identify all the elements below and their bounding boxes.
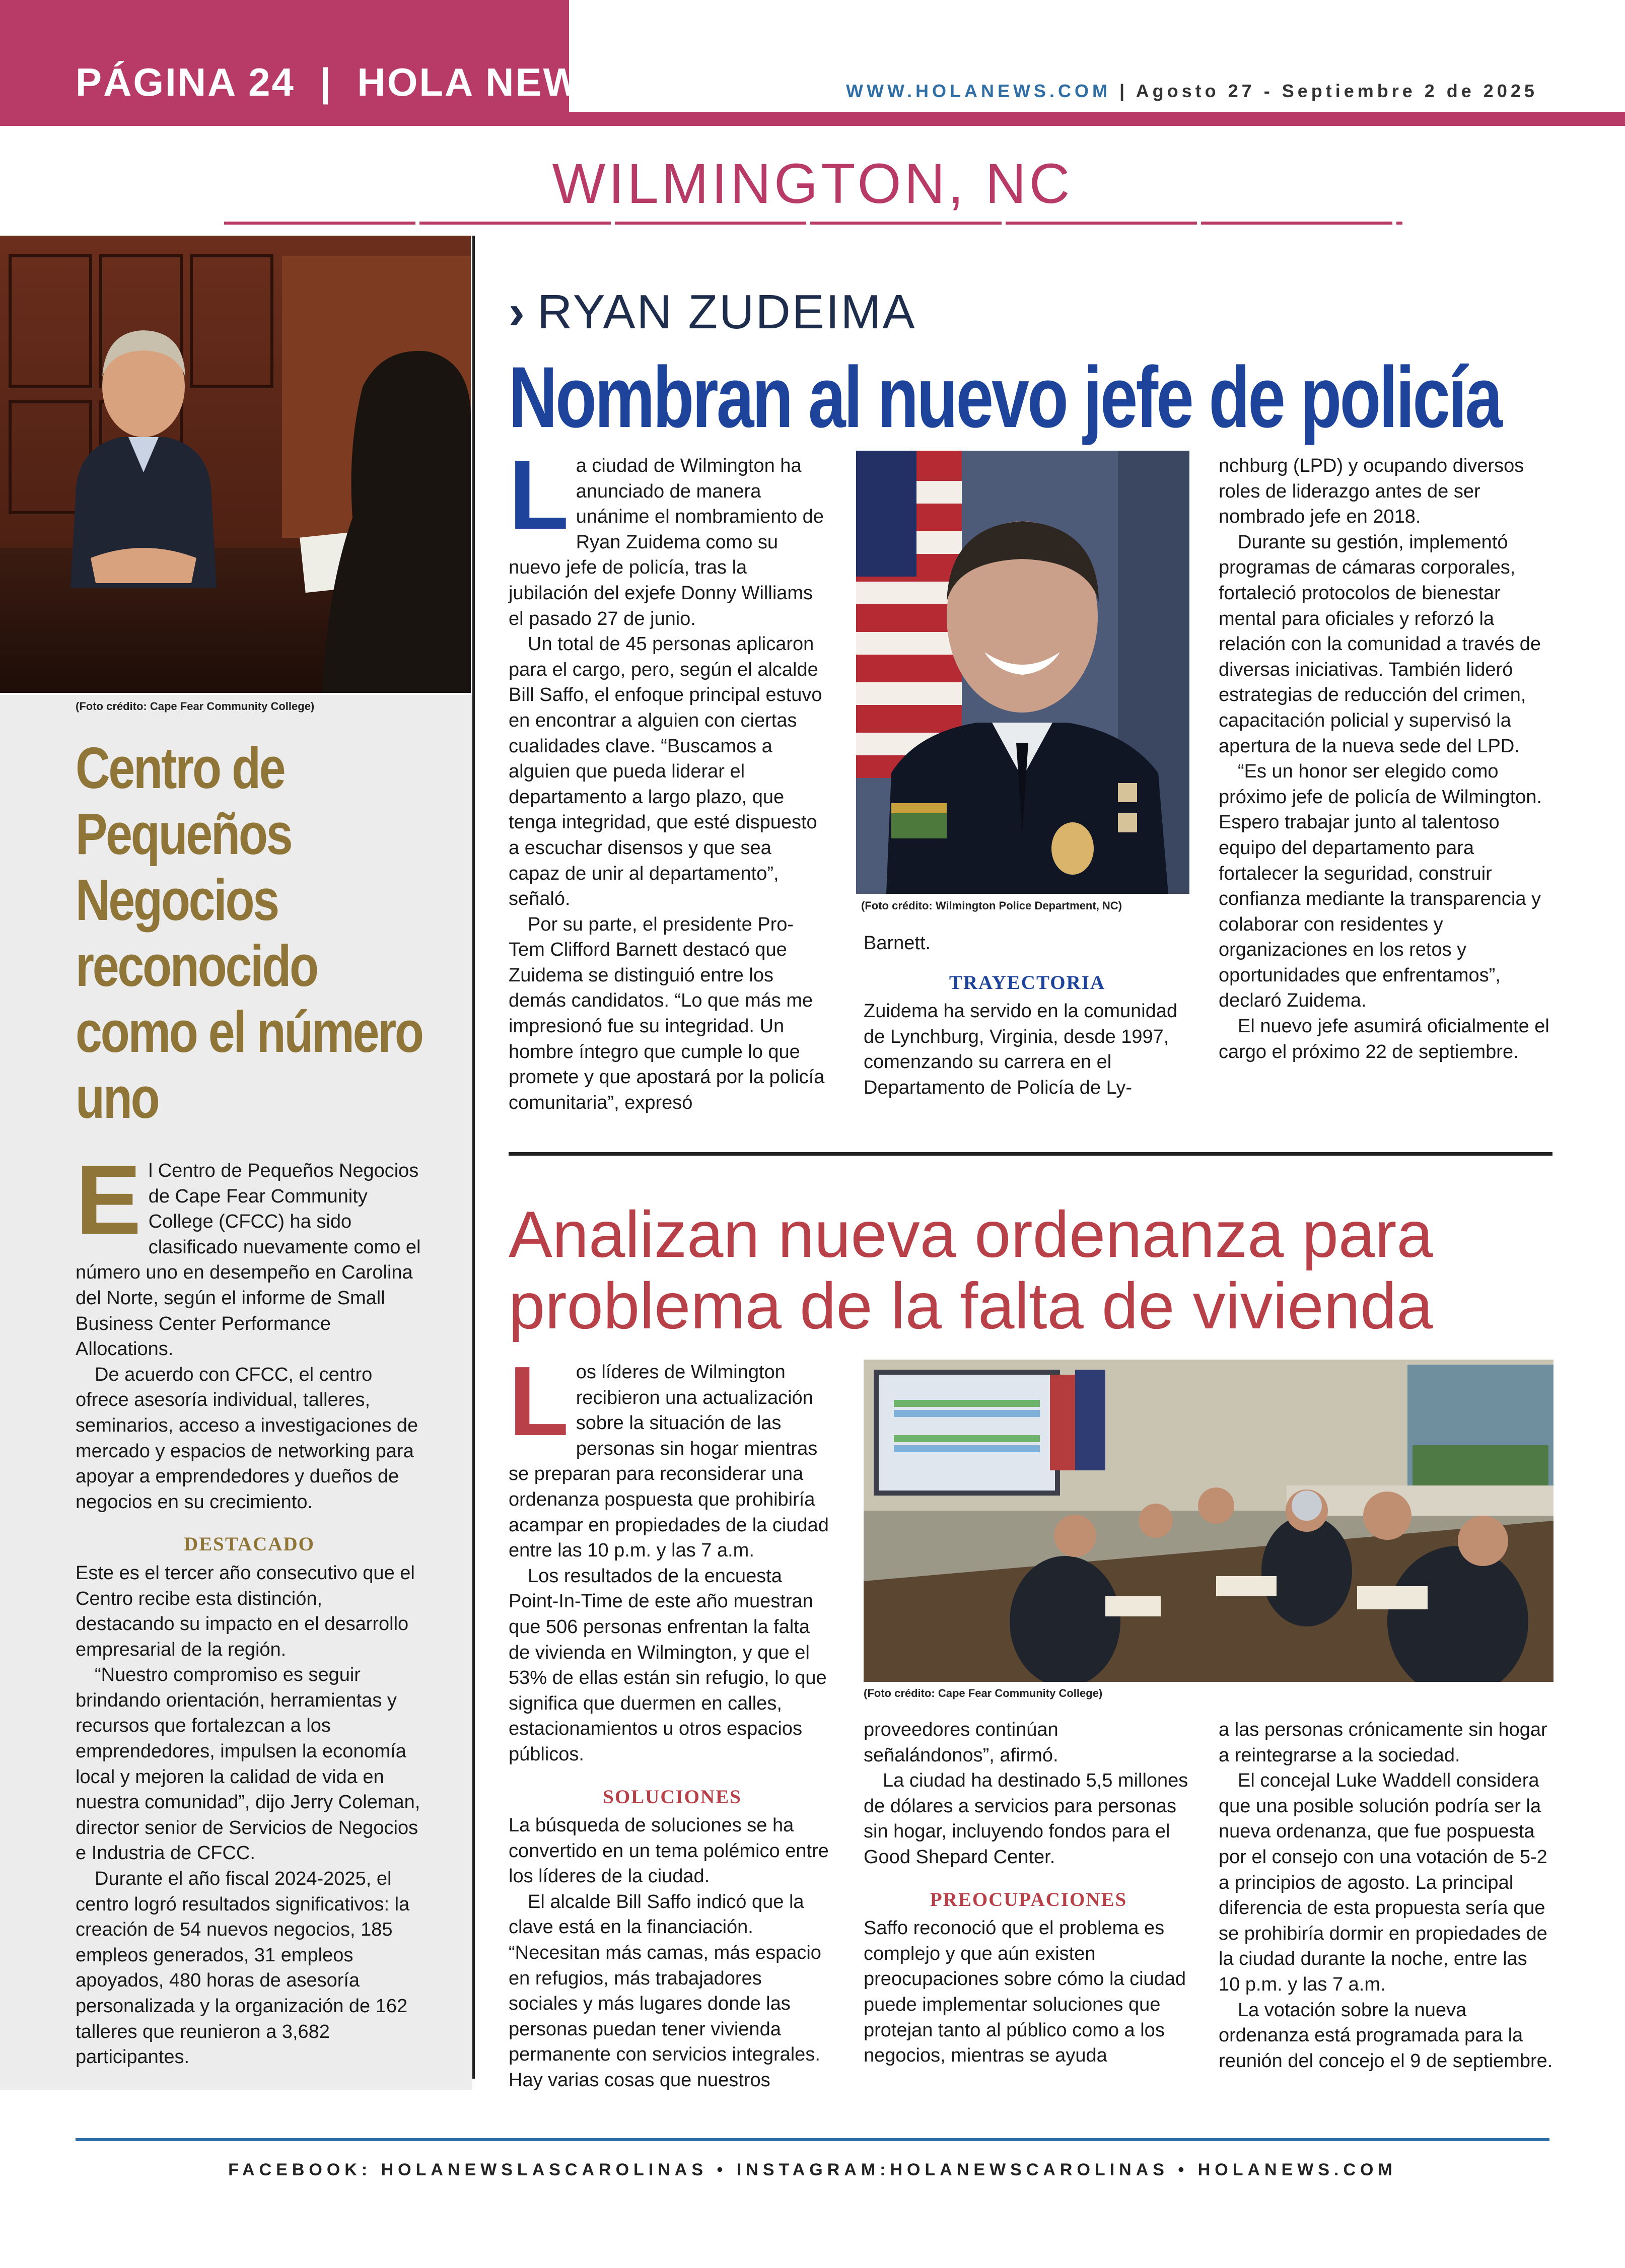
chevron-right-icon: › <box>509 285 526 339</box>
photo-caption: (Foto crédito: Cape Fear Community College) <box>76 700 315 713</box>
top-article-col1 <box>509 440 826 1115</box>
footer-rule <box>76 2138 1549 2141</box>
paragraph: Los resultados de la encuesta Point-In-Time de este año muestran que 506 personas enfrentan la falta de vivienda en Wilmington, y que el 53% de ellas están sin refugio, lo que significa que duermen en calles, estacionamientos u otros espacios públicos. <box>509 1565 827 1765</box>
paragraph: La votación sobre la nueva ordenanza está programada para la reunión del concejo el 9 de septiembre. <box>1219 1999 1553 2072</box>
bottom-article-headline: Analizan nueva ordenanza para problema de la falta de vivienda <box>509 1197 1433 1342</box>
top-article-headline: Nombran al nuevo jefe de policía <box>509 349 1501 446</box>
paragraph: El nuevo jefe asumirá oficialmente el cargo el próximo 22 de septiembre. <box>1219 1016 1549 1062</box>
paragraph: La búsqueda de soluciones se ha convertido en un tema polémico entre los líderes de la ciudad. <box>509 1815 829 1887</box>
paragraph: Saffo reconoció que el problema es complejo y que aún existen preocupaciones sobre cómo la ciudad puede implementar soluciones que protejan tanto al público como a los negocios, mientras se ayuda <box>864 1918 1186 2067</box>
council-meeting-photo <box>864 1360 1553 1682</box>
paragraph: os líderes de Wilmington recibieron una actualización sobre la situación de las personas sin hogar mientras se preparan para reconsiderar una ordenanza pospuesta que prohibiría acampar en propiedades de la ciudad entre las 10 p.m. y las 7 a.m. <box>509 1362 829 1562</box>
article-divider <box>509 1152 1552 1156</box>
paragraph: Barnett. <box>864 933 931 954</box>
police-chief-photo <box>856 451 1189 894</box>
header-rule <box>0 112 1625 126</box>
paragraph: l Centro de Pequeños Negocios de Cape Fear Community College (CFCC) ha sido clasificado nuevamente como el número uno en desempeño en Carolina del Norte, según el informe de Small Business Center Performance Allocations. <box>76 1160 421 1360</box>
paragraph: Este es el tercer año consecutivo que el Centro recibe esta distinción, destacando su impacto en el desarrollo empresarial de la región. <box>76 1562 415 1660</box>
bottom-article-col3 <box>1219 1717 1553 2074</box>
subhead: PREOCUPACIONES <box>930 1888 1127 1910</box>
photo-caption: (Foto crédito: Wilmington Police Department, NC) <box>861 899 1122 912</box>
left-article-body <box>76 1145 423 2070</box>
paragraph: proveedores continúan señalándonos”, afirmó. <box>864 1719 1058 1766</box>
paragraph: a las personas crónicamente sin hogar a reintegrarse a la sociedad. <box>1219 1719 1547 1766</box>
paragraph: El concejal Luke Waddell considera que una posible solución podría ser la nueva ordenanza, que fue pospuesta por el consejo con una votación de 5-2 a principios de agosto. La principal diferencia de esta propuesta sería que se prohibiría dormir en propiedades de la ciudad durante la noche, entre las 10 p.m. y las 7 a.m. <box>1219 1770 1547 1995</box>
subhead: DESTACADO <box>184 1533 315 1555</box>
paragraph: La ciudad ha destinado 5,5 millones de dólares a servicios para personas sin hogar, incluyendo fondos para el Good Shepard Center. <box>864 1770 1188 1868</box>
top-article-col2 <box>864 931 1191 1101</box>
paragraph: Durante su gestión, implementó programas de cámaras corporales, fortaleció protocolos de bienestar mental para oficiales y reforzó la relación con la comunidad a través de diversas iniciativas. También lideró estrategias de reducción del crimen, capacitación policial y supervisó la apertura de la nueva sede del LPD. <box>1219 531 1541 757</box>
cfcc-photo <box>0 236 471 693</box>
paragraph: De acuerdo con CFCC, el centro ofrece asesoría individual, talleres, seminarios, acceso a investigaciones de mercado y espacios de networking para apoyar a emprendedores y dueños de negocios en su crecimiento. <box>76 1364 418 1513</box>
paragraph: Durante el año fiscal 2024-2025, el centro logró resultados significativos: la creación de 54 nuevos negocios, 185 empleos generados, 31 empleos apoyados, 480 horas de asesoría personalizada y la organización de 162 talleres que reunieron a 3,682 participantes. <box>76 1868 410 2068</box>
paragraph: El alcalde Bill Saffo indicó que la clave está en la financiación. “Necesitan más camas, más espacio en refugios, más trabajadores sociales y más lugares donde las personas puedan tener vivienda permanente con servicios integrales. Hay varias cosas que nuestros <box>509 1891 821 2091</box>
date-range: | Agosto 27 - Septiembre 2 de 2025 <box>1110 81 1538 101</box>
left-article-headline: Centro de Pequeños Negocios reconocido como el número uno <box>76 735 422 1130</box>
dropcap: E <box>76 1145 142 1255</box>
paragraph: “Es un honor ser elegido como próximo jefe de policía de Wilmington. Espero trabajar junto al talentoso equipo del departamento para fortalecer la seguridad, construir confianza mediante la transparencia y colaborar con residentes y organizaciones en los retos y oportunidades que enfrentamos”, declaró Zuidema. <box>1219 761 1542 1012</box>
bottom-article-col2 <box>864 1717 1193 2069</box>
section-rule <box>224 222 1402 225</box>
paragraph: Por su parte, el presidente Pro-Tem Clifford Barnett destacó que Zuidema se distinguió entre los demás candidatos. “Lo que más me impresionó fue su integridad. Un hombre íntegro que cumple lo que promete y que apostará por la policía comunitaria”, expresó <box>509 913 825 1113</box>
site-url-link[interactable]: WWW.HOLANEWS.COM <box>846 81 1111 101</box>
section-title: WILMINGTON, NC <box>552 152 1073 215</box>
paragraph: Un total de 45 personas aplicaron para el cargo, pero, según el alcalde Bill Saffo, el enfoque principal estuvo en encontrar a alguien con ciertas cualidades clave. “Buscamos a alguien que pueda liderar el departamento a largo plazo, que tenga integridad, que esté dispuesto a escuchar disensos y que sea capaz de unir al departamento”, señaló. <box>509 633 822 910</box>
footer-social-links[interactable]: FACEBOOK: HOLANEWSLASCAROLINAS • INSTAGRAM:HOLANEWSCAROLINAS • HOLANEWS.COM <box>228 2160 1397 2179</box>
article-kicker <box>509 285 916 340</box>
subhead: SOLUCIONES <box>603 1786 742 1808</box>
paragraph: “Nuestro compromiso es seguir brindando orientación, herramientas y recursos que fortalezcan a los emprendedores, impulsen la economía local y mejoren la calidad de vida en nuestra comunidad”, dijo Jerry Coleman, director senior de Servicios de Negocios e Industria de CFCC. <box>76 1664 420 1864</box>
page-label: PÁGINA 24 | HOLA NEWS <box>76 60 610 104</box>
dropcap: L <box>509 440 569 550</box>
column-divider <box>472 236 475 2079</box>
dropcap: L <box>509 1346 569 1456</box>
paragraph: Zuidema ha servido en la comunidad de Lynchburg, Virginia, desde 1997, comenzando su carrera en el Departamento de Policía de Ly- <box>864 1001 1178 1098</box>
top-article-col3 <box>1219 453 1553 1065</box>
bottom-article-col1 <box>509 1346 836 2093</box>
paragraph: a ciudad de Wilmington ha anunciado de manera unánime el nombramiento de Ryan Zuidema como su nuevo jefe de policía, tras la jubilación del exjefe Donny Williams el pasado 27 de junio. <box>509 455 824 629</box>
site-date <box>846 81 1538 102</box>
paragraph: nchburg (LPD) y ocupando diversos roles de liderazgo antes de ser nombrado jefe en 2018. <box>1219 455 1524 528</box>
kicker-label: RYAN ZUDEIMA <box>537 285 916 339</box>
photo-caption: (Foto crédito: Cape Fear Community College) <box>864 1687 1103 1699</box>
subhead: TRAYECTORIA <box>949 971 1106 994</box>
